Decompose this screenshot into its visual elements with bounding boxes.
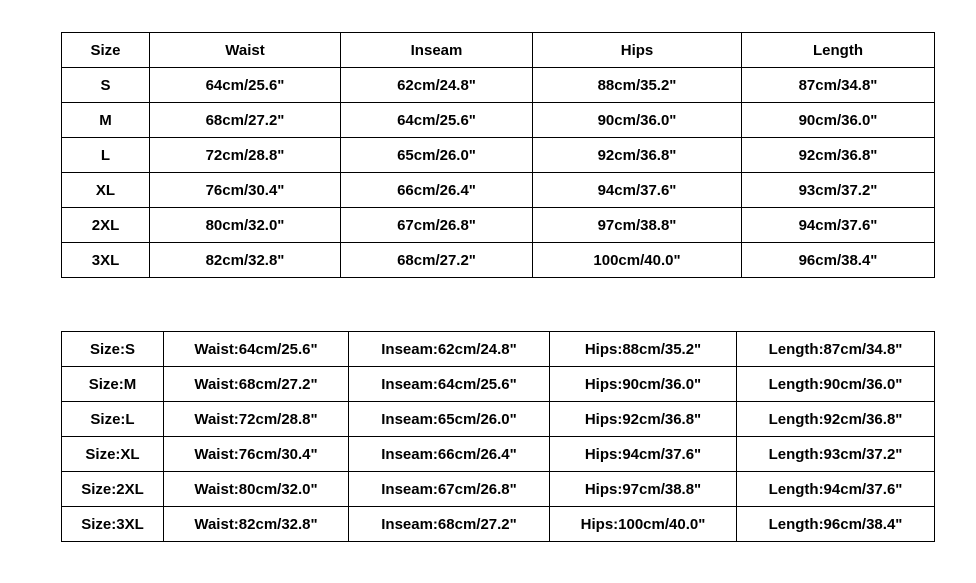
cell-inseam: 66cm/26.4" (341, 173, 533, 208)
cell-waist: 68cm/27.2" (150, 103, 341, 138)
cell-hips: 97cm/38.8" (533, 208, 742, 243)
table-row (62, 507, 935, 542)
cell-hips: Hips:100cm/40.0" (550, 507, 737, 542)
cell-size: Size:2XL (62, 472, 164, 507)
cell-length: Length:90cm/36.0" (737, 367, 935, 402)
cell-length: Length:92cm/36.8" (737, 402, 935, 437)
cell-waist: Waist:82cm/32.8" (164, 507, 349, 542)
table-row (62, 472, 935, 507)
table-row (62, 208, 935, 243)
cell-waist: Waist:64cm/25.6" (164, 332, 349, 367)
cell-size: Size:M (62, 367, 164, 402)
size-detail-table (61, 331, 935, 542)
cell-inseam: 65cm/26.0" (341, 138, 533, 173)
cell-size: M (62, 103, 150, 138)
cell-length: 90cm/36.0" (742, 103, 935, 138)
table-row (62, 138, 935, 173)
cell-waist: Waist:80cm/32.0" (164, 472, 349, 507)
table-row (62, 68, 935, 103)
table-row (62, 173, 935, 208)
cell-inseam: Inseam:64cm/25.6" (349, 367, 550, 402)
cell-hips: Hips:88cm/35.2" (550, 332, 737, 367)
cell-waist: 64cm/25.6" (150, 68, 341, 103)
cell-size: Size:L (62, 402, 164, 437)
cell-inseam: Inseam:68cm/27.2" (349, 507, 550, 542)
cell-length: 92cm/36.8" (742, 138, 935, 173)
cell-hips: Hips:92cm/36.8" (550, 402, 737, 437)
table-row (62, 402, 935, 437)
header-length: Length (742, 33, 935, 68)
cell-size: L (62, 138, 150, 173)
table-row (62, 437, 935, 472)
size-chart-table (61, 32, 935, 278)
header-hips: Hips (533, 33, 742, 68)
header-inseam: Inseam (341, 33, 533, 68)
cell-hips: 92cm/36.8" (533, 138, 742, 173)
cell-size: S (62, 68, 150, 103)
cell-inseam: Inseam:62cm/24.8" (349, 332, 550, 367)
cell-inseam: Inseam:67cm/26.8" (349, 472, 550, 507)
cell-size: 3XL (62, 243, 150, 278)
header-waist: Waist (150, 33, 341, 68)
cell-inseam: 67cm/26.8" (341, 208, 533, 243)
table-row (62, 103, 935, 138)
cell-length: 96cm/38.4" (742, 243, 935, 278)
table-row (62, 367, 935, 402)
cell-waist: Waist:72cm/28.8" (164, 402, 349, 437)
cell-hips: Hips:94cm/37.6" (550, 437, 737, 472)
header-size: Size (62, 33, 150, 68)
cell-size: Size:3XL (62, 507, 164, 542)
table-header-row (62, 33, 935, 68)
cell-inseam: 64cm/25.6" (341, 103, 533, 138)
cell-waist: 80cm/32.0" (150, 208, 341, 243)
cell-hips: 94cm/37.6" (533, 173, 742, 208)
cell-hips: 100cm/40.0" (533, 243, 742, 278)
table-row (62, 243, 935, 278)
cell-length: 94cm/37.6" (742, 208, 935, 243)
cell-size: Size:XL (62, 437, 164, 472)
cell-hips: 88cm/35.2" (533, 68, 742, 103)
cell-length: Length:94cm/37.6" (737, 472, 935, 507)
cell-waist: 72cm/28.8" (150, 138, 341, 173)
cell-inseam: Inseam:65cm/26.0" (349, 402, 550, 437)
cell-length: Length:87cm/34.8" (737, 332, 935, 367)
table-row (62, 332, 935, 367)
cell-length: 93cm/37.2" (742, 173, 935, 208)
cell-inseam: 62cm/24.8" (341, 68, 533, 103)
cell-hips: Hips:97cm/38.8" (550, 472, 737, 507)
cell-size: 2XL (62, 208, 150, 243)
cell-size: XL (62, 173, 150, 208)
cell-hips: 90cm/36.0" (533, 103, 742, 138)
cell-waist: Waist:68cm/27.2" (164, 367, 349, 402)
cell-length: Length:96cm/38.4" (737, 507, 935, 542)
cell-hips: Hips:90cm/36.0" (550, 367, 737, 402)
cell-inseam: 68cm/27.2" (341, 243, 533, 278)
cell-length: Length:93cm/37.2" (737, 437, 935, 472)
cell-waist: 82cm/32.8" (150, 243, 341, 278)
cell-inseam: Inseam:66cm/26.4" (349, 437, 550, 472)
cell-waist: 76cm/30.4" (150, 173, 341, 208)
cell-waist: Waist:76cm/30.4" (164, 437, 349, 472)
cell-size: Size:S (62, 332, 164, 367)
cell-length: 87cm/34.8" (742, 68, 935, 103)
